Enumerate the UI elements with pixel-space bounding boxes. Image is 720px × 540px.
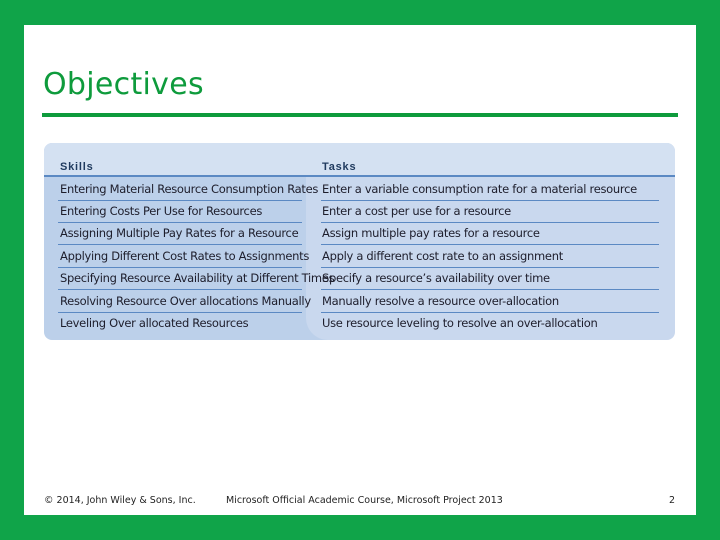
skills-header: Skills [60,161,94,173]
table-row [44,223,675,245]
skill-cell: Resolving Resource Over allocations Manually [60,294,311,308]
table-header-band [44,157,675,176]
table-row [44,179,675,201]
task-cell: Enter a cost per use for a resource [322,204,511,218]
table-row [44,313,675,335]
title-divider [42,113,678,117]
table-row [44,268,675,290]
skill-cell: Entering Material Resource Consumption Rates [60,182,319,196]
task-cell: Use resource leveling to resolve an over-allocation [322,316,598,330]
skill-cell: Leveling Over allocated Resources [60,316,249,330]
objectives-table [44,143,675,340]
table-row [44,291,675,313]
task-cell: Specify a resource’s availability over time [322,271,550,285]
task-cell: Apply a different cost rate to an assignment [322,249,563,263]
skill-cell: Entering Costs Per Use for Resources [60,204,263,218]
skill-cell: Applying Different Cost Rates to Assignments [60,249,310,263]
footer-copyright: © 2014, John Wiley & Sons, Inc. [44,495,196,506]
task-cell: Assign multiple pay rates for a resource [322,226,540,240]
footer-course: Microsoft Official Academic Course, Microsoft Project 2013 [226,495,503,506]
skill-cell: Specifying Resource Availability at Different Times [60,271,335,285]
tasks-header: Tasks [322,161,357,173]
table-row [44,201,675,223]
table-row [44,246,675,268]
skill-cell: Assigning Multiple Pay Rates for a Resource [60,226,299,240]
page-number: 2 [669,495,676,506]
task-cell: Enter a variable consumption rate for a material resource [322,182,637,196]
slide-title: Objectives [43,67,204,102]
slide [24,25,696,515]
task-cell: Manually resolve a resource over-allocation [322,294,559,308]
